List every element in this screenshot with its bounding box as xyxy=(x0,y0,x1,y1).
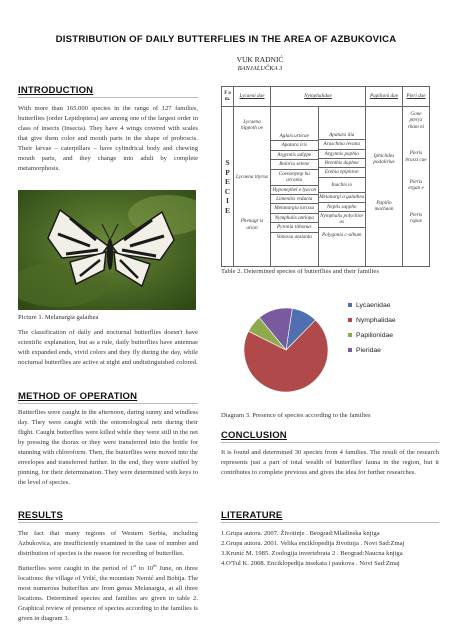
table-species: Nymphalis antiopa xyxy=(271,214,318,223)
species-table-wrapper xyxy=(221,86,430,267)
table-species: Inachis io xyxy=(319,178,366,193)
author-name: VUK RADNIĆ xyxy=(236,55,284,64)
legend-swatch xyxy=(348,348,352,352)
heading-rule xyxy=(18,97,198,98)
table-species: Nymphalis polychlor os xyxy=(319,212,366,228)
legend-item-pieridae xyxy=(348,347,396,354)
literature-item: 3.Krunić M. 1985. Zoologija invertebrata 2 . Beograd:Naucna knjiga xyxy=(221,550,403,557)
method-text: Butterflies were caught in the afternoon, during sunny and windless day. They were caught with the entomological nets during their flight. Caught butterflies were killed while they were still in the net by pressing the thorax or they were transferred into the bottle for stunning with chloroform. Then, the butterflies were moved into the envelopes and transferred further. In the end, they were stuffed by pinning, for their determination. They were determined with keys to the level of species. xyxy=(18,409,198,486)
results-text-2: Butterflies were caught in the period of 1st to 10th June, on three locations: the village of Vršić, the mountain Nemić and Bobija. The most numerous butterflies are from genus Melanargia, at all three locations. Determined species and families are given in table 2. Graphical review of presence of species according to the families is given in diagram 3. xyxy=(18,563,198,623)
chart-legend xyxy=(348,302,396,362)
nymphalidae-col1 xyxy=(271,107,319,267)
results-heading: RESULTS xyxy=(18,510,64,521)
table-species: Melanargia larissa xyxy=(271,204,318,213)
papilionidae-cell xyxy=(366,107,403,267)
legend-item-lycaenidae xyxy=(348,302,396,309)
heading-rule xyxy=(18,522,198,523)
header-lycaenidae: Lycaeni dae xyxy=(234,87,271,107)
butterfly-photo xyxy=(18,190,196,310)
table-species: Lycaena tityrus xyxy=(236,173,268,180)
table-species: Polygonia c-album xyxy=(321,231,362,238)
table-species: Papilio machaon xyxy=(374,199,394,213)
table-species: Araschnia levana xyxy=(319,140,366,149)
table-species: Melanargi a galathea xyxy=(319,193,366,202)
legend-swatch xyxy=(348,318,352,322)
specie-label: S P E C I E xyxy=(222,107,234,267)
conclusion-text: It is found and determined 30 species from 4 families. The result of the research represents just a part of total wealth of butterflies' fauna in the region, but it contributes to complete previous and gives the idea for further researches. xyxy=(221,449,439,476)
table-species: Limenitis reducta xyxy=(271,195,318,204)
table-species: Erebia epiphron xyxy=(319,168,366,177)
fam-header: F a m. xyxy=(222,87,234,107)
legend-label: Nymphalidae xyxy=(356,317,396,324)
table-species: Vanessa atalanta xyxy=(276,233,312,240)
species-table xyxy=(221,86,430,267)
pie-chart-panel xyxy=(226,294,436,406)
table-species: Coenonymp ha arcania xyxy=(271,170,318,186)
pieridae-cell xyxy=(403,107,430,267)
heading-rule xyxy=(221,522,439,523)
legend-label: Papilionidae xyxy=(356,332,394,339)
melanargia-galathea-image xyxy=(18,190,196,310)
lycaenidae-cell xyxy=(234,107,271,267)
heading-rule xyxy=(221,442,439,443)
table-species: Apatura iris xyxy=(271,141,318,150)
table-species: Hyponephel e lyacon xyxy=(271,186,318,195)
classification-text: The classification of daily and nocturnal butterflies doesn't have scientific explanation, but as a rule, daily butterflies have antennae with expanded ends, vivid colors and they fly during the day, while nocturnal butterflies are active at night and undistinguished colored. xyxy=(18,329,198,366)
table-species: Neptis sappho xyxy=(319,203,366,212)
introduction-heading: INTRODUCTION xyxy=(18,85,94,96)
table-species: Gone pteryx rham ni xyxy=(407,111,425,130)
legend-label: Lycaenidae xyxy=(356,302,391,309)
literature-item: 1.Grupa autora. 2007. Životinje . Beograd:Mladinska knjiga xyxy=(221,530,380,537)
table-species: Phenagr is arion xyxy=(240,218,264,231)
table-species: Apatura ilia xyxy=(319,131,366,140)
literature-item: 4.O'Tul K. 2008. Enciklopedija insekata i paukova . Novi Sad:Zmaj xyxy=(221,560,400,567)
header-papilionidae: Papilioni dae xyxy=(366,87,403,107)
legend-swatch xyxy=(348,333,352,337)
literature-list xyxy=(221,529,439,569)
table-species: Boloria selene xyxy=(271,160,318,169)
table-caption: Table 2. Determined species of butterflies and their families xyxy=(221,268,379,275)
introduction-text: With more than 165.000 species in the range of 127 families, butterflies (order Lepidoptera) are among one of the largest order in class of insects (Insecta). They have 4 wings covered with scales that give them color and mouth parts in the shape of proboscis. Their larvae – caterpillars – have cylindrical body and chewing mouth parts, and they change into adult by complete metamorphosis. xyxy=(18,105,198,172)
table-species: Pyronia tithonus xyxy=(271,223,318,232)
legend-item-papilionidae xyxy=(348,332,396,339)
table-species: Lycaena hippoth oe xyxy=(240,119,264,132)
literature-heading: LITERATURE xyxy=(221,510,283,521)
author-affiliation: BANJALUČKA 3 xyxy=(237,65,283,72)
method-heading: METHOD OF OPERATION xyxy=(18,391,138,402)
literature-item: 2.Grupa autora. 2001. Velika enciklopedija životinja . Novi Sad:Zmaj xyxy=(221,540,405,547)
legend-item-nymphalidae xyxy=(348,317,396,324)
table-species: Brenthis daphne xyxy=(319,159,366,168)
pie-chart xyxy=(226,294,346,406)
legend-label: Pieridae xyxy=(356,347,381,354)
table-species: Pieris rapae xyxy=(409,211,423,225)
diagram-caption: Diagram 3. Presence of species according to the families xyxy=(221,412,371,419)
results-text-1: The fact that many regions of Western Serbia, including Azbukovica, are insufficiently examined in the case of number and distribution of species is the reason for recording of butterflies. xyxy=(18,530,198,557)
table-species: Pieris ergan e xyxy=(408,179,424,192)
header-nymphalidae: Nymphalidae xyxy=(271,87,366,107)
nymphalidae-col2 xyxy=(318,107,366,267)
legend-swatch xyxy=(348,303,352,307)
table-species: Pieris brassi cae xyxy=(405,150,427,163)
table-species: Aglais urticae xyxy=(271,132,318,141)
table-species: Argynnis adippe xyxy=(271,151,318,160)
header-pieridae: Pieri dae xyxy=(403,87,430,107)
conclusion-heading: CONCLUSION xyxy=(221,430,287,441)
page-title: DISTRIBUTION OF DAILY BUTTERFLIES IN THE AREA OF AZBUKOVICA xyxy=(55,34,397,45)
heading-rule xyxy=(18,403,198,404)
table-species: Iphiclides podalirius xyxy=(373,153,395,166)
table-species: Argynnis paphia xyxy=(319,150,366,159)
picture-caption: Picture 1. Melanargia galathea xyxy=(18,314,99,321)
